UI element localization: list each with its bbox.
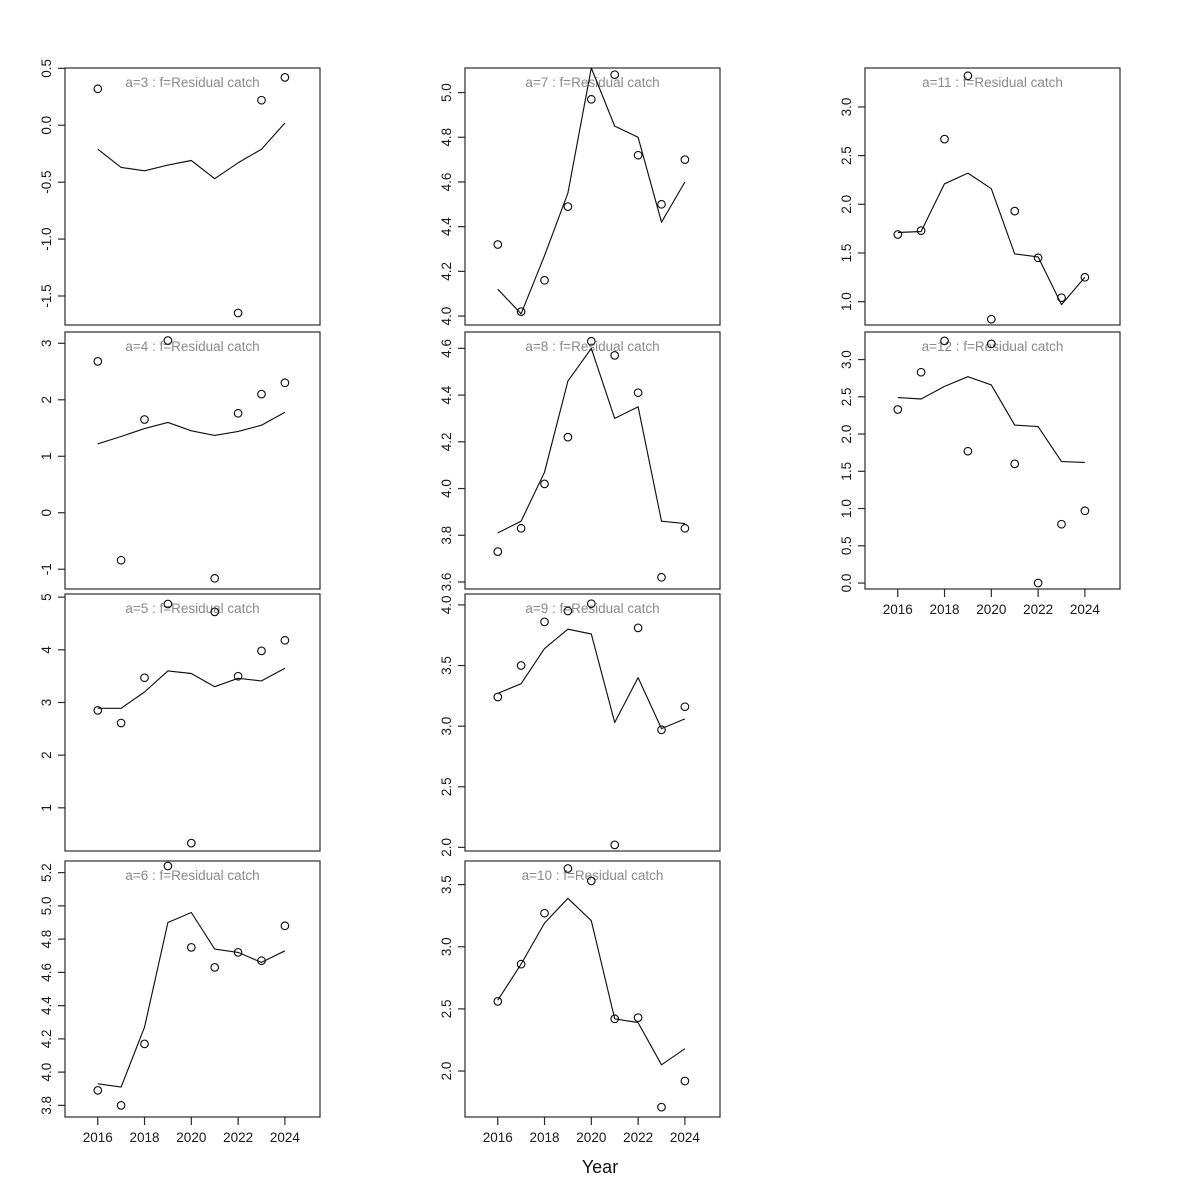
observed-point (1081, 507, 1089, 515)
observed-point (258, 96, 266, 104)
y-tick-label: 4.2 (439, 432, 454, 452)
panel-title: a=9 : f=Residual catch (525, 601, 660, 616)
fitted-line (98, 913, 285, 1088)
y-tick-label: -1 (39, 563, 54, 576)
y-tick-label: 3.0 (839, 350, 854, 369)
x-tick-label: 2024 (269, 1130, 300, 1145)
panel-a11 (839, 68, 1120, 325)
y-tick-label: 2.0 (839, 194, 854, 214)
observed-point (258, 647, 266, 655)
observed-point (494, 693, 502, 701)
panel-a6 (39, 861, 320, 1145)
observed-point (188, 944, 196, 952)
observed-point (681, 703, 689, 711)
y-tick-label: 2.5 (439, 999, 454, 1019)
y-tick-label: 2.5 (839, 146, 854, 166)
x-tick-label: 2022 (1023, 602, 1054, 617)
x-tick-label: 2020 (176, 1130, 207, 1145)
observed-point (634, 1014, 642, 1022)
observed-point (634, 624, 642, 632)
observed-point (681, 525, 689, 533)
x-tick-label: 2024 (669, 1130, 700, 1145)
observed-point (658, 201, 666, 209)
y-tick-label: 0.5 (39, 58, 54, 78)
observed-point (588, 96, 596, 104)
y-tick-label: 4.0 (439, 479, 454, 498)
y-tick-label: 0.0 (839, 573, 854, 593)
observed-point (211, 964, 219, 972)
fitted-line (498, 629, 685, 728)
y-tick-label: 2 (39, 396, 54, 404)
y-tick-label: 4 (39, 646, 54, 654)
y-tick-label: 3.0 (839, 97, 854, 117)
fitted-line (498, 68, 685, 314)
observed-point (117, 719, 125, 727)
panel-a12 (839, 332, 1120, 617)
panel-title: a=3 : f=Residual catch (125, 75, 260, 90)
y-tick-label: 4.6 (439, 338, 454, 358)
observed-point (281, 379, 289, 387)
x-tick-label: 2018 (929, 602, 960, 617)
y-tick-label: 4.8 (439, 127, 454, 147)
panel-title: a=11 : f=Residual catch (922, 75, 1063, 90)
observed-point (634, 389, 642, 397)
observed-point (611, 841, 619, 849)
y-tick-label: 4.2 (439, 261, 454, 281)
observed-point (894, 406, 902, 414)
observed-point (117, 556, 125, 564)
observed-point (658, 726, 666, 734)
fitted-line (498, 898, 685, 1065)
x-tick-label: 2016 (82, 1130, 113, 1145)
x-tick-label: 2020 (576, 1130, 607, 1145)
panel-a9 (439, 594, 720, 857)
panel-title: a=12 : f=Residual catch (921, 339, 1064, 354)
panel-title: a=5 : f=Residual catch (125, 601, 260, 616)
panel-border (465, 594, 720, 851)
observed-point (988, 315, 996, 323)
observed-point (94, 85, 102, 93)
y-tick-label: 5.0 (39, 896, 54, 916)
panel-a7 (439, 68, 720, 325)
observed-point (211, 575, 219, 583)
observed-point (541, 277, 549, 285)
observed-point (1034, 579, 1042, 587)
fitted-line (498, 348, 685, 533)
panel-title: a=7 : f=Residual catch (525, 75, 660, 90)
observed-point (1011, 207, 1019, 215)
y-tick-label: 4.0 (39, 1062, 54, 1082)
observed-point (281, 74, 289, 82)
observed-point (964, 447, 972, 455)
y-tick-label: 1 (39, 452, 54, 461)
y-tick-label: 4.6 (439, 172, 454, 192)
panel-border (65, 594, 320, 851)
y-tick-label: 4.8 (39, 929, 54, 949)
observed-point (281, 637, 289, 645)
observed-point (541, 618, 549, 626)
y-tick-label: 2.0 (439, 837, 454, 857)
observed-point (258, 390, 266, 398)
observed-point (494, 548, 502, 556)
y-tick-label: 5.2 (39, 863, 54, 883)
panel-a5 (39, 593, 320, 851)
y-tick-label: 4.0 (439, 306, 454, 326)
y-tick-label: 5.0 (439, 83, 454, 102)
observed-point (494, 241, 502, 249)
observed-point (941, 135, 949, 143)
observed-point (564, 433, 572, 441)
observed-point (188, 839, 196, 847)
y-tick-label: 4.0 (439, 595, 454, 615)
observed-point (681, 156, 689, 164)
x-tick-label: 2022 (223, 1130, 254, 1145)
observed-point (234, 410, 242, 418)
panel-a4 (39, 332, 320, 589)
observed-point (917, 368, 925, 376)
panel-a10 (439, 861, 720, 1145)
x-tick-label: 2016 (882, 602, 913, 617)
y-tick-label: 1.5 (839, 243, 854, 263)
y-tick-label: 3 (39, 339, 54, 348)
x-tick-label: 2024 (1069, 602, 1100, 617)
panel-border (865, 332, 1120, 589)
y-tick-label: 1 (39, 804, 54, 812)
x-tick-label: 2022 (623, 1130, 654, 1145)
y-tick-label: 2.5 (439, 777, 454, 797)
x-axis-title: Year (581, 1157, 619, 1177)
panel-border (65, 332, 320, 589)
panel-border (465, 68, 720, 325)
y-tick-label: -1.0 (39, 227, 54, 251)
observed-point (141, 416, 149, 424)
observed-point (1011, 460, 1019, 468)
y-tick-label: 3.0 (439, 937, 454, 957)
y-tick-label: 4.4 (439, 217, 454, 237)
x-tick-label: 2020 (976, 602, 1007, 617)
observed-point (541, 909, 549, 917)
y-tick-label: 3.5 (439, 875, 454, 895)
y-tick-label: 1.0 (839, 292, 854, 312)
panel-border (465, 332, 720, 589)
y-tick-label: 2.0 (439, 1061, 454, 1081)
y-tick-label: 0.0 (39, 115, 54, 135)
observed-point (141, 1040, 149, 1048)
y-tick-label: 5 (39, 593, 54, 601)
observed-point (1058, 520, 1066, 528)
y-tick-label: 2.0 (839, 424, 854, 444)
panel-border (65, 861, 320, 1117)
panel-border (865, 68, 1120, 325)
y-tick-label: 0 (39, 508, 54, 517)
y-tick-label: 1.0 (839, 499, 854, 518)
observed-point (281, 922, 289, 930)
x-tick-label: 2016 (482, 1130, 513, 1145)
panel-title: a=4 : f=Residual catch (125, 339, 260, 354)
observed-point (517, 662, 525, 670)
y-tick-label: 3.8 (39, 1095, 54, 1115)
y-tick-label: 0.5 (839, 536, 854, 556)
observed-point (658, 574, 666, 582)
y-tick-label: 4.4 (439, 385, 454, 405)
y-tick-label: 4.2 (39, 1029, 54, 1049)
y-tick-label: 3.0 (439, 716, 454, 736)
observed-point (517, 525, 525, 533)
observed-point (541, 480, 549, 488)
observed-point (117, 1102, 125, 1110)
panel-border (65, 68, 320, 325)
y-tick-label: 4.6 (39, 962, 54, 982)
y-tick-label: 3.8 (439, 525, 454, 545)
fitted-line (98, 123, 285, 179)
panel-a3 (39, 59, 320, 325)
observed-point (894, 231, 902, 239)
observed-point (1058, 294, 1066, 302)
observed-point (634, 151, 642, 159)
x-tick-label: 2018 (529, 1130, 560, 1145)
observed-point (94, 1087, 102, 1095)
y-tick-label: 2.5 (839, 387, 854, 407)
fitted-line (898, 377, 1085, 463)
observed-point (658, 1103, 666, 1111)
y-tick-label: 3.5 (439, 656, 454, 675)
y-tick-label: -0.5 (39, 170, 54, 194)
panel-title: a=6 : f=Residual catch (125, 868, 260, 883)
x-tick-label: 2018 (129, 1130, 160, 1145)
y-tick-label: 3 (39, 698, 54, 707)
observed-point (94, 358, 102, 366)
fitted-line (98, 412, 285, 444)
panel-a8 (439, 332, 720, 591)
y-tick-label: 4.4 (39, 996, 54, 1016)
fitted-line (98, 668, 285, 708)
panel-title: a=10 : f=Residual catch (521, 868, 664, 883)
y-tick-label: -1.5 (39, 284, 54, 308)
y-tick-label: 2 (39, 751, 54, 759)
observed-point (681, 1077, 689, 1085)
panel-title: a=8 : f=Residual catch (525, 339, 660, 354)
y-tick-label: 1.5 (839, 461, 854, 481)
fitted-line (898, 173, 1085, 305)
observed-point (564, 203, 572, 211)
observed-point (494, 998, 502, 1006)
y-tick-label: 3.6 (439, 572, 454, 592)
observed-point (234, 309, 242, 317)
observed-point (141, 674, 149, 682)
